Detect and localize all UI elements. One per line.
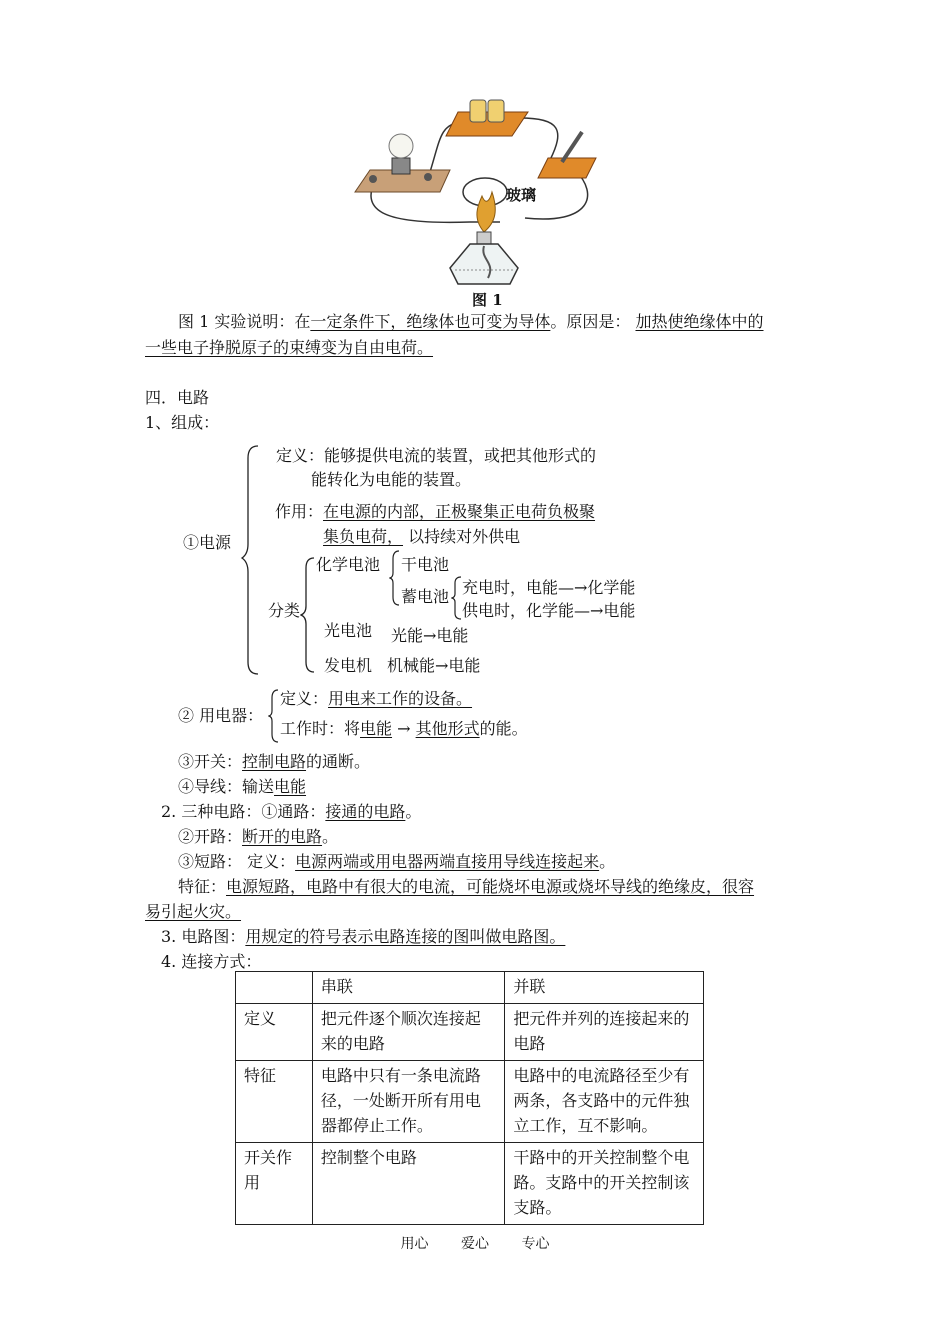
composition-heading: 1、组成：	[145, 413, 220, 432]
underlined-text: 电源两端或用电器两端直接用导线连接起来	[295, 852, 600, 871]
wire	[520, 118, 558, 160]
text: 。	[599, 852, 616, 871]
appliance-working	[280, 719, 528, 739]
underlined-text: 电源短路，电路中有很大的电流，可能烧坏电源或烧坏导线的绝缘皮，很容	[226, 877, 755, 896]
brace-icon	[240, 444, 260, 676]
text: ④导线：输送	[178, 777, 275, 796]
power-def-line2: 能转化为电能的装置。	[311, 470, 472, 489]
text: 工作时：将	[280, 719, 361, 738]
power-function-line1	[275, 502, 595, 522]
page-footer	[0, 1233, 950, 1253]
underlined-text: 电能	[274, 777, 307, 796]
table-cell: 把元件逐个顺次连接起来的电路	[312, 1004, 505, 1061]
text: 的能。	[479, 719, 528, 738]
underlined-text: 其他形式	[415, 719, 480, 738]
table-row	[236, 1004, 704, 1061]
table-header-cell: 并联	[505, 972, 704, 1004]
short-feature-line2	[145, 902, 241, 922]
short-feature-line1	[178, 877, 754, 897]
supplying-note: 供电时，化学能—→电能	[462, 601, 636, 620]
classification-label: 分类	[268, 601, 301, 620]
text: 3. 电路图：	[161, 927, 246, 946]
text: 图 1 实验说明：在	[178, 312, 311, 331]
arrow-icon: →	[392, 719, 416, 738]
underlined-text: 用规定的符号表示电路连接的图叫做电路图。	[245, 927, 566, 946]
table-row	[236, 1061, 704, 1143]
text: 。原因是：	[550, 312, 631, 331]
table-cell: 电路中只有一条电流路径，一处断开所有用电器都停止工作。	[312, 1061, 505, 1143]
connection-heading: 4. 连接方式：	[161, 952, 262, 971]
photocell-conversion: 光能→电能	[391, 626, 469, 645]
text: ②开路：	[178, 827, 243, 846]
charging-note: 充电时，电能—→化学能	[462, 578, 636, 597]
table-header-row	[236, 972, 704, 1004]
photocell: 光电池	[324, 621, 373, 640]
table-cell: 电路中的电流路径至少有两条，各支路中的元件独立工作，互不影响。	[505, 1061, 704, 1143]
generator: 发电机	[324, 656, 373, 675]
light-bulb-icon	[389, 134, 413, 158]
switch-line	[178, 752, 370, 772]
closed-circuit-line	[161, 802, 421, 822]
table-header-cell	[236, 972, 313, 1004]
footer-text: 专心	[521, 1236, 550, 1252]
battery-icon	[488, 100, 504, 122]
underlined-text: 控制电路	[242, 752, 307, 771]
battery-icon	[470, 100, 486, 122]
chemical-battery: 化学电池	[316, 555, 381, 574]
power-def-line1: 定义：能够提供电流的装置，或把其他形式的	[276, 446, 597, 465]
storage-battery: 蓄电池	[401, 587, 450, 606]
circuit-experiment-figure	[0, 0, 950, 300]
table-cell: 特征	[236, 1061, 313, 1143]
section-heading: 四．电路	[145, 388, 210, 407]
text: ③短路： 定义：	[178, 852, 296, 871]
table-cell: 干路中的开关控制整个电路。支路中的开关控制该支路。	[505, 1143, 704, 1225]
brace-icon	[389, 549, 401, 607]
underlined-text: 在电源的内部，正极聚集正电荷负极聚	[323, 502, 596, 521]
text: 定义：	[280, 689, 329, 708]
battery-board	[446, 112, 528, 136]
text: 的通断。	[306, 752, 371, 771]
flame-icon	[477, 192, 495, 232]
underlined-text: 一定条件下，绝缘体也可变为导体	[310, 312, 551, 331]
lamp-base	[392, 158, 410, 174]
underlined-text: 一些电子挣脱原子的束缚变为自由电荷。	[145, 338, 434, 357]
text: 。	[322, 827, 339, 846]
table-header-cell: 串联	[312, 972, 505, 1004]
circuit-diagram-line	[161, 927, 565, 947]
text: 2. 三种电路：①通路：	[161, 802, 326, 821]
figure-note-line1	[178, 312, 764, 332]
brace-icon	[268, 688, 280, 744]
underlined-text: 电能	[360, 719, 393, 738]
text: 特征：	[178, 877, 227, 896]
power-function-line2	[323, 527, 520, 547]
figure-note-line2	[145, 338, 433, 358]
table-cell: 定义	[236, 1004, 313, 1061]
footer-text: 用心	[400, 1236, 429, 1252]
table-cell: 开关作用	[236, 1143, 313, 1225]
dry-cell: 干电池	[401, 555, 450, 574]
underlined-text: 集负电荷，	[323, 527, 404, 546]
table-cell: 把元件并列的连接起来的电路	[505, 1004, 704, 1061]
open-circuit-line	[178, 827, 338, 847]
underlined-text: 用电来工作的设备。	[328, 689, 473, 708]
glass-label: 玻璃	[506, 186, 537, 204]
underlined-text: 易引起火灾。	[145, 902, 242, 921]
power-source-label: ①电源	[183, 533, 232, 552]
text: ③开关：	[178, 752, 243, 771]
table-row	[236, 1143, 704, 1225]
underlined-text: 接通的电路	[325, 802, 406, 821]
alcohol-lamp-neck	[477, 232, 491, 244]
text: 作用：	[275, 502, 324, 521]
text: 。	[405, 802, 422, 821]
table-cell: 控制整个电路	[312, 1143, 505, 1225]
underlined-text: 断开的电路	[242, 827, 323, 846]
series-parallel-table	[235, 971, 704, 1225]
footer-text: 爱心	[461, 1236, 489, 1252]
figure-caption: 图 1	[472, 291, 503, 309]
appliance-definition	[280, 689, 472, 709]
brace-icon	[300, 556, 316, 674]
text: 以持续对外供电	[408, 527, 521, 546]
appliance-label: ② 用电器：	[178, 706, 264, 725]
underlined-text: 加热使绝缘体中的	[635, 312, 764, 331]
generator-conversion: 机械能→电能	[387, 656, 481, 675]
short-circuit-line	[178, 852, 615, 872]
switch-board	[538, 158, 596, 178]
wire-line	[178, 777, 306, 797]
